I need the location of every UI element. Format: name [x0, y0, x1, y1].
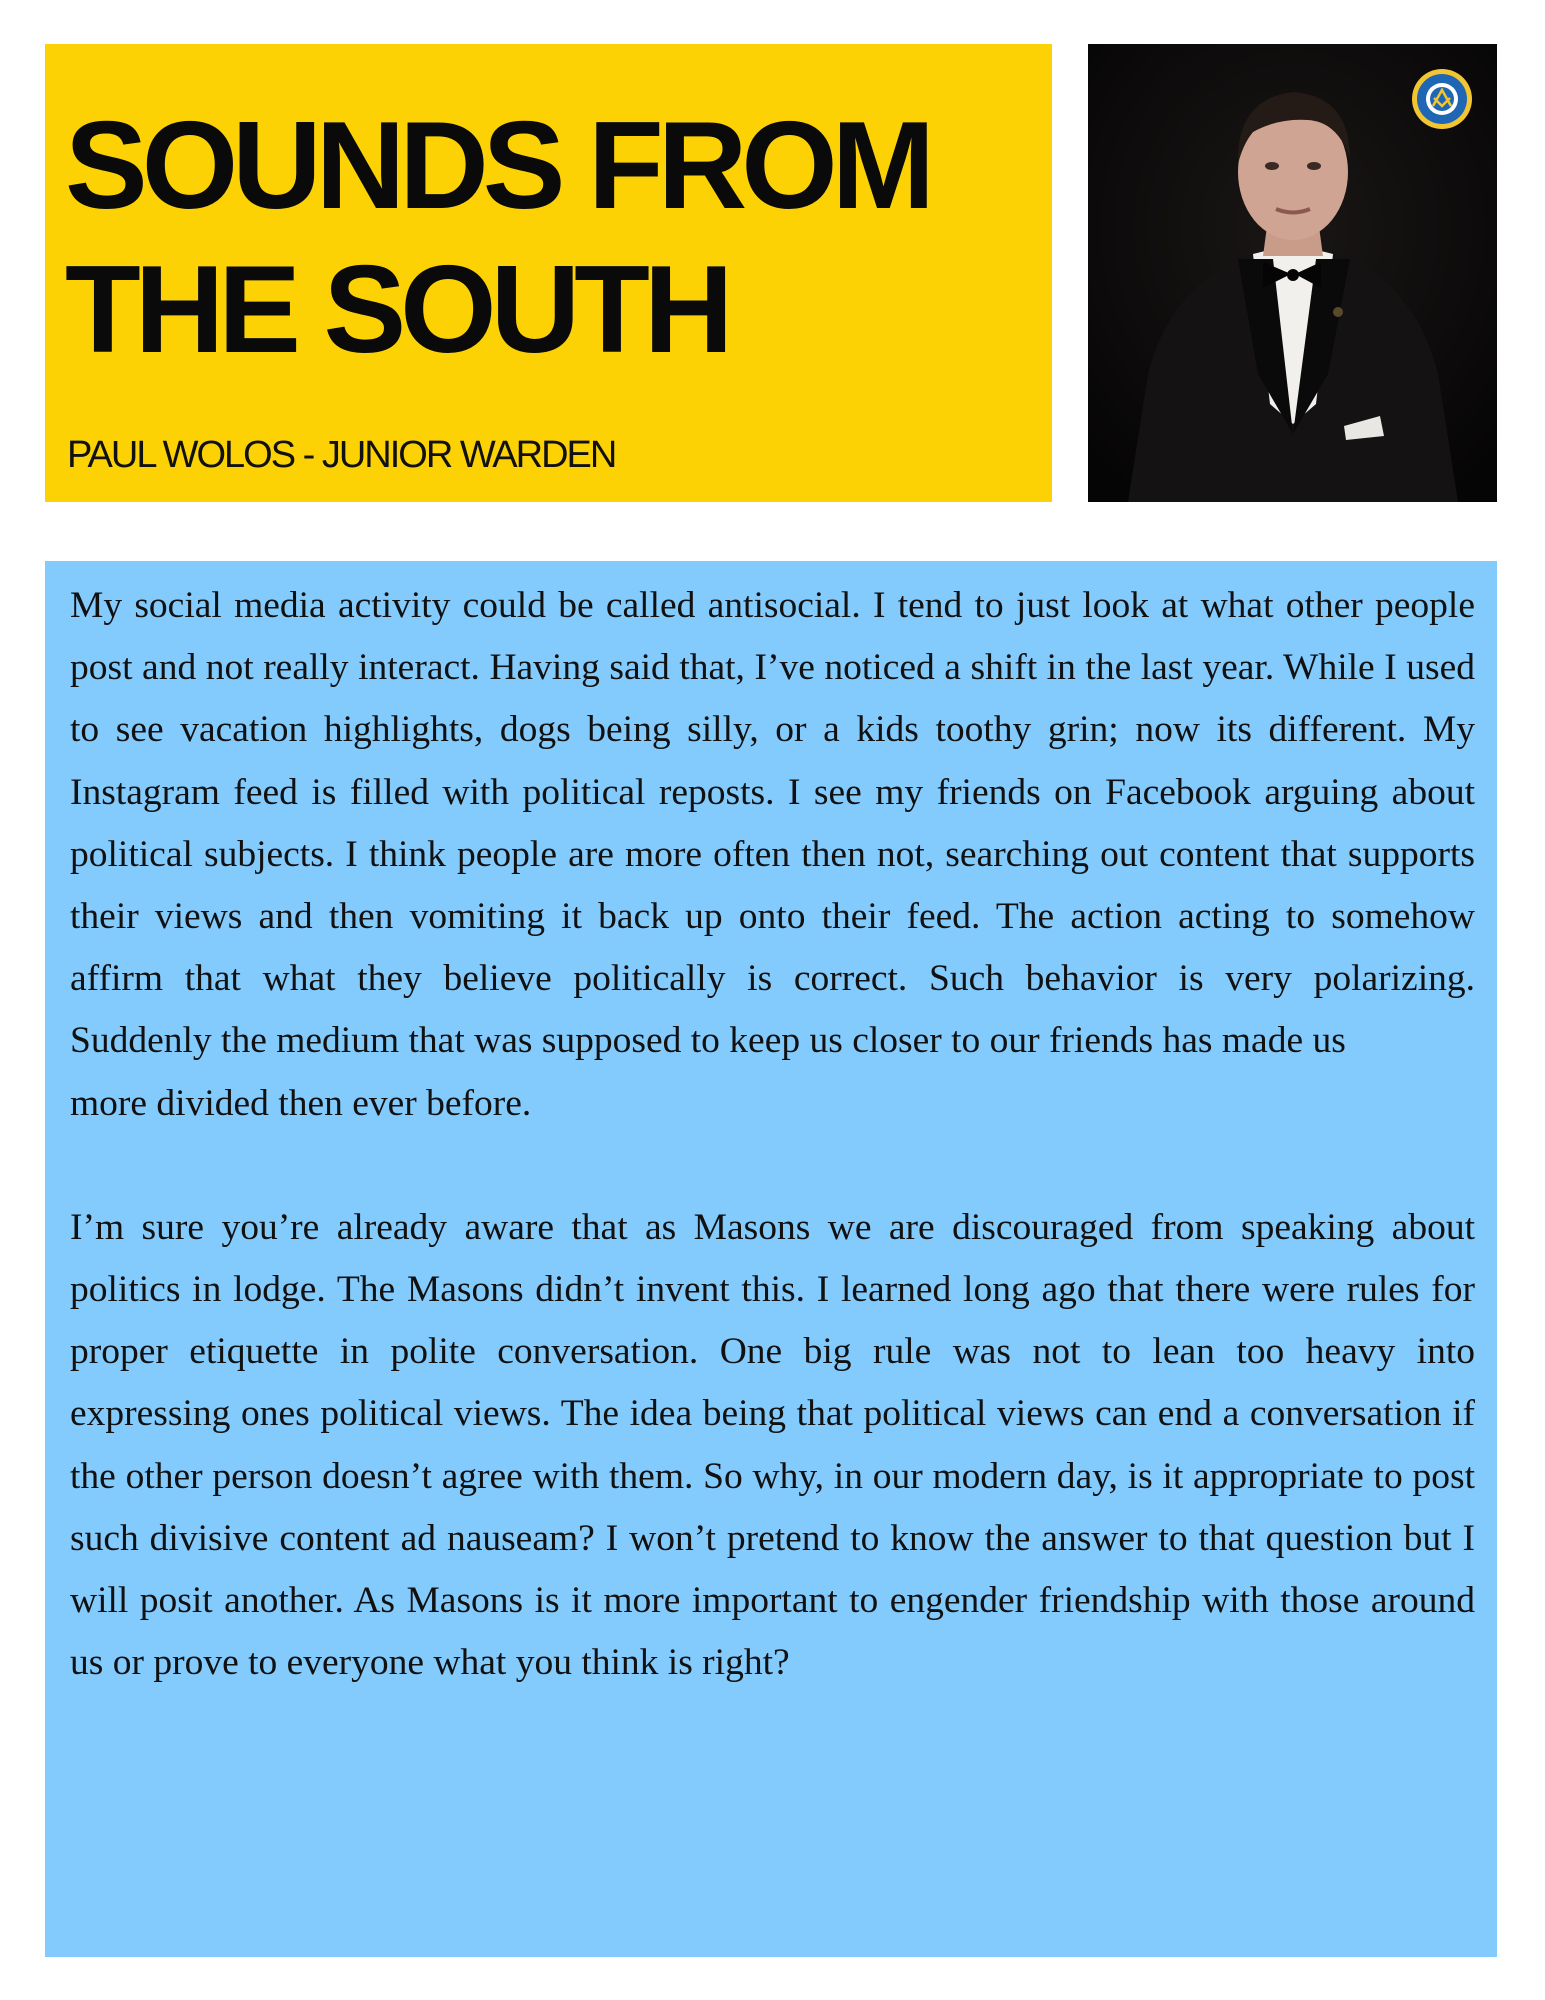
author-portrait [1088, 44, 1497, 502]
paragraph-1-main: My social media activity could be called antisocial. I tend to just look at what other people post and not really interact. Having said that, I’ve noticed a shift in the last year. While I used to see vacation highlights, dogs being silly, or a kids toothy grin; now its different. My Instagram feed is filled with political reposts. I see my friends on Facebook arguing about political subjects. I think people are more often then not, searching out content that supports their views and then vomiting it back up onto their feed. The action acting to somehow affirm that what they believe politically is correct. Such behavior is very polarizing. Suddenly the medium that was supposed to keep us closer to our friends has made us [70, 585, 1475, 1062]
paragraph-1-end: more divided then ever before. [70, 1082, 532, 1124]
page-title: SOUNDS FROM THE SOUTH [65, 97, 929, 379]
author-byline: PAUL WOLOS - JUNIOR WARDEN [67, 434, 616, 476]
article-box [45, 561, 1497, 1957]
title-banner [45, 44, 1052, 502]
article-paragraph-1 [70, 575, 1475, 1135]
lodge-seal-icon [1411, 68, 1473, 130]
article-body [70, 575, 1475, 1694]
article-paragraph-2: I’m sure you’re already aware that as Masons we are discouraged from speaking about politics in lodge. The Masons didn’t invent this. I learned long ago that there were rules for proper etiquette in polite conversation. One big rule was not to lean too heavy into expressing ones political views. The idea being that political views can end a conversation if the other person doesn’t agree with them. So why, in our modern day, is it appropriate to post such divisive content ad nauseam? I won’t pretend to know the answer to that question but I will posit another. As Masons is it more important to engender friendship with those around us or prove to everyone what you think is right? [70, 1206, 1475, 1684]
